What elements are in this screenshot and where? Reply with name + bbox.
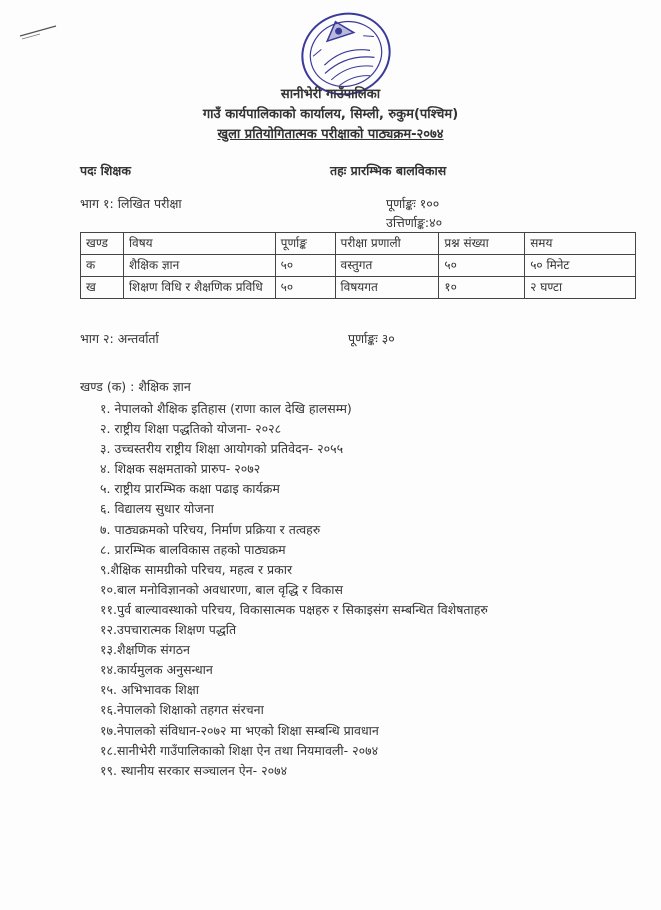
org-name: सानीभेरी गाउँपालिका xyxy=(280,87,381,102)
office-name: गाउँ कार्यपालिकाको कार्यालय, सिम्ली, रुकुम(पश्चिम) xyxy=(202,107,459,122)
exam-title: खुला प्रतियोगितात्मक परीक्षाको पाठ्यक्रम-२०७४ xyxy=(217,127,444,142)
list-item: १७.नेपालको संविधान-२०७२ मा भएको शिक्षा सम्बन्धि प्रावधान xyxy=(100,722,379,738)
table-cell: क xyxy=(81,255,124,277)
pen-mark xyxy=(18,22,60,42)
exam-structure-table xyxy=(80,232,636,299)
part2-title: भाग २: अन्तर्वार्ता xyxy=(80,331,159,346)
list-item: १०.बाल मनोविज्ञानको अवधारणा, बाल वृद्धि र विकास xyxy=(100,581,343,597)
table-cell: ५० xyxy=(439,255,525,277)
list-item: ७. पाठ्यक्रमको परिचय, निर्माण प्रक्रिया र तत्वहरु xyxy=(100,521,321,537)
table-header-cell: विषय xyxy=(123,233,275,255)
part1-title: भाग १: लिखित परीक्षा xyxy=(80,196,182,211)
table-header-cell: समय xyxy=(525,233,636,255)
list-item: १३.शैक्षणिक संगठन xyxy=(100,642,190,658)
table-header-cell: पूर्णाङ्क xyxy=(275,233,335,255)
table-cell: ५० xyxy=(275,255,335,277)
level-label: तहः प्रारम्भिक बालविकास xyxy=(330,163,447,178)
table-header-cell: परीक्षा प्रणाली xyxy=(335,233,439,255)
list-item: १५. अभिभावक शिक्षा xyxy=(100,682,200,698)
part1-full-marks: पूर्णाङ्कः १०० xyxy=(386,196,440,211)
list-item: १८.सानीभेरी गाउँपालिकाको शिक्षा ऐन तथा नियमावली- २०७४ xyxy=(100,742,379,758)
section-a-title: खण्ड (क) : शैक्षिक ज्ञान xyxy=(80,379,191,394)
list-item: २. राष्ट्रीय शिक्षा पद्धतिको योजना- २०२८ xyxy=(100,421,282,437)
list-item: १. नेपालको शैक्षिक इतिहास (राणा काल देखि हालसम्म) xyxy=(100,401,352,416)
table-row xyxy=(81,277,636,299)
list-item: १६.नेपालको शिक्षाको तहगत संरचना xyxy=(100,702,264,718)
table-row xyxy=(81,255,636,277)
table-header-cell: प्रश्न संख्या xyxy=(439,233,525,255)
list-item: १९. स्थानीय सरकार सञ्चालन ऐन- २०७४ xyxy=(100,762,288,778)
list-item: ११.पुर्व बाल्यावस्थाको परिचय, विकासात्मक पक्षहरु र सिकाइसंग सम्बन्धित विशेषताहरु xyxy=(100,601,488,617)
list-item: ३. उच्चस्तरीय राष्ट्रीय शिक्षा आयोगको प्रतिवेदन- २०५५ xyxy=(100,441,344,457)
list-item: ५. राष्ट्रीय प्रारम्भिक कक्षा पढाइ कार्यक्रम xyxy=(100,481,280,497)
table-cell: शैक्षिक ज्ञान xyxy=(123,255,275,277)
list-item: ९.शैक्षिक सामग्रीको परिचय, महत्व र प्रकार xyxy=(100,561,293,577)
table-cell: १० xyxy=(439,277,525,299)
list-item: ४. शिक्षक सक्षमताको प्रारुप- २०७२ xyxy=(100,461,261,477)
table-cell: २ घण्टा xyxy=(525,277,636,299)
list-item: १२.उपचारात्मक शिक्षण पद्धति xyxy=(100,622,237,638)
table-cell: विषयगत xyxy=(335,277,439,299)
table-cell: शिक्षण विधि र शैक्षणिक प्रविधि xyxy=(123,277,275,299)
list-item: ६. विद्यालय सुधार योजना xyxy=(100,501,214,517)
table-cell: ख xyxy=(81,277,124,299)
list-item: १४.कार्यमुलक अनुसन्धान xyxy=(100,662,213,678)
post-label: पदः शिक्षक xyxy=(80,163,131,178)
part1-pass-marks: उत्तिर्णाङ्क:४० xyxy=(386,215,443,230)
table-header-cell: खण्ड xyxy=(81,233,124,255)
table-cell: वस्तुगत xyxy=(335,255,439,277)
table-cell: ५० xyxy=(275,277,335,299)
syllabus-list xyxy=(100,399,488,781)
table-header-row xyxy=(81,233,636,255)
part2-full-marks: पूर्णाङ्कः ३० xyxy=(348,331,395,346)
table-cell: ५० मिनेट xyxy=(525,255,636,277)
list-item: ८. प्रारम्भिक बालविकास तहको पाठ्यक्रम xyxy=(100,541,286,557)
